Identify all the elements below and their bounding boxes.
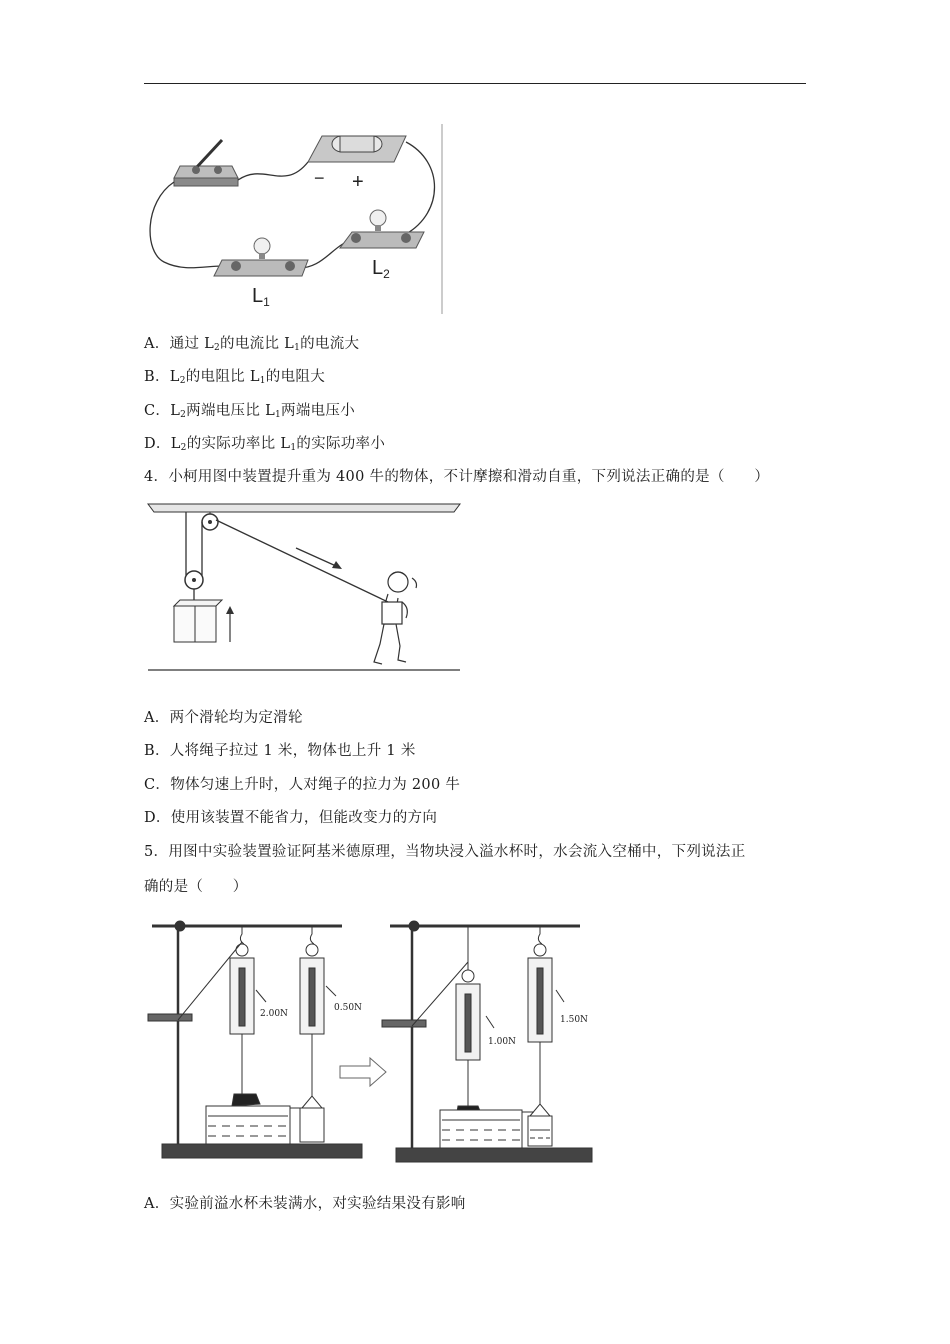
right-apparatus	[382, 921, 592, 1162]
q4-option-d: D．使用该装置不能省力，但能改变力的方向	[144, 810, 438, 826]
weight-box	[174, 600, 222, 642]
q4-stem: 4．小柯用图中装置提升重为 400 牛的物体，不计摩擦和滑动自重，下列说法正确的是（ ）	[144, 469, 770, 485]
q4-option-b: B．人将绳子拉过 1 米，物体也上升 1 米	[144, 743, 416, 759]
q4-option-a: A．两个滑轮均为定滑轮	[144, 710, 303, 726]
q3-option-b: B．$L_2$的电阻比 $L_1$的电阻大	[144, 369, 325, 386]
left-apparatus	[148, 921, 362, 1158]
q4-option-c: C．物体匀速上升时，人对绳子的拉力为 200 牛	[144, 777, 461, 793]
scale-reading-right-a: 1.00N	[488, 1037, 516, 1047]
fixed-pulley-icon	[202, 512, 218, 530]
header-rule	[144, 83, 806, 84]
scale-reading-right-b: 1.50N	[560, 1015, 588, 1025]
circuit-figure	[144, 122, 444, 318]
scale-reading-left-a: 2.00N	[260, 1009, 288, 1019]
archimedes-figure	[144, 910, 600, 1172]
q3-option-d: D．$L_2$的实际功率比 $L_1$的实际功率小	[144, 436, 386, 453]
scale-reading-left-b: 0.50N	[334, 1003, 362, 1013]
minus-sign: −	[314, 168, 325, 188]
pulley-figure	[144, 498, 464, 678]
up-arrow-icon	[226, 606, 234, 642]
transition-arrow-icon	[340, 1058, 386, 1086]
q3-option-c: C．$L_2$两端电压比 $L_1$两端电压小	[144, 403, 356, 420]
plus-sign: +	[352, 171, 364, 193]
bulb-l2-icon	[340, 210, 424, 248]
q5-stem-line2: 确的是（ ）	[144, 879, 248, 895]
q3-option-a: A．通过 $L_2$的电流比 $L_1$的电流大	[144, 336, 360, 353]
label-l2: $L_2$	[372, 257, 390, 281]
bulb-l1-icon	[214, 238, 308, 276]
battery-icon	[308, 136, 406, 162]
q5-option-a: A．实验前溢水杯未装满水，对实验结果没有影响	[144, 1196, 466, 1212]
q5-stem-line1: 5．用图中实验装置验证阿基米德原理，当物块浸入溢水杯时，水会流入空桶中，下列说法正	[144, 844, 746, 860]
label-l1: $L_1$	[252, 285, 270, 309]
switch-icon	[174, 140, 238, 186]
person-pulling-icon	[374, 572, 417, 664]
pull-arrow-icon	[296, 548, 342, 569]
